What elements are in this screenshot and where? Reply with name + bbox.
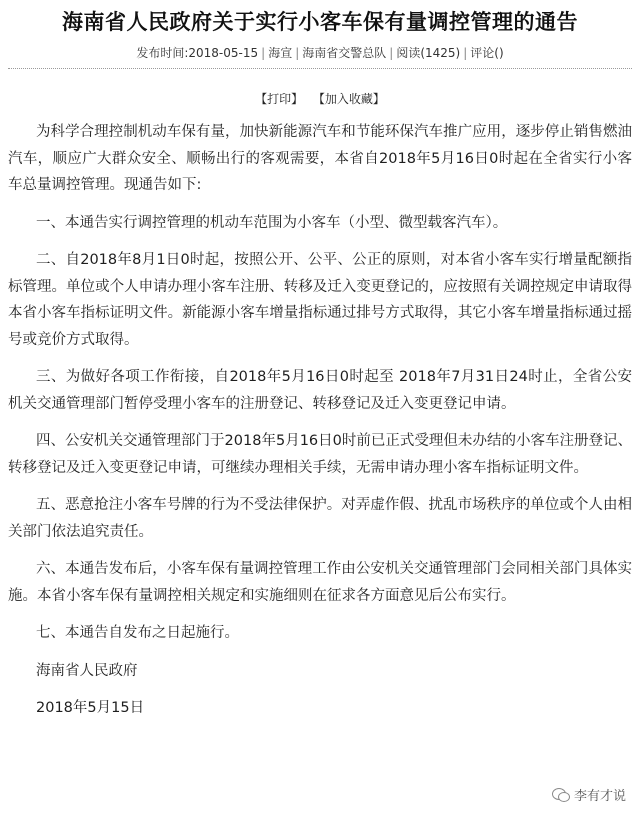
meta-separator: | — [389, 46, 394, 60]
meta-separator: | — [463, 46, 468, 60]
source-link[interactable]: 海宣 — [268, 46, 293, 60]
read-count: 阅读(1425) — [396, 46, 461, 60]
watermark — [552, 785, 626, 804]
comments-link[interactable]: 评论() — [470, 46, 504, 60]
article-meta — [0, 44, 640, 61]
signature-date: 2018年5月15日 — [36, 700, 145, 716]
meta-separator: | — [295, 46, 300, 60]
wechat-icon — [552, 787, 570, 803]
paragraph-item-2: 二、自2018年8月1日0时起，按照公开、公平、公正的原则，对本省小客车实行增量配额指标管理。单位或个人申请办理小客车注册、转移及迁入变更登记的，应按照有关调控规定申请取得本省小客车指标证明文件。新能源小客车增量指标通过排号方式取得，其它小客车增量指标通过摇号或竞价方式取得。 — [8, 252, 632, 348]
print-link[interactable]: 【打印】 — [255, 92, 304, 106]
paragraph-intro: 为科学合理控制机动车保有量，加快新能源汽车和节能环保汽车推广应用，逐步停止销售燃油汽车，顺应广大群众安全、顺畅出行的客观需要，本省自2018年5月16日0时起在全省实行小客车总量调控管理。现通告如下: — [8, 124, 632, 193]
header-divider — [8, 68, 632, 69]
article-title: 海南省人民政府关于实行小客车保有量调控管理的通告 — [62, 10, 578, 34]
publish-time: 发布时间:2018-05-15 — [136, 46, 259, 60]
paragraph-item-6: 六、本通告发布后，小客车保有量调控管理工作由公安机关交通管理部门会同相关部门具体实施。本省小客车保有量调控相关规定和实施细则在征求各方面意见后公布实行。 — [8, 561, 632, 604]
author-link[interactable]: 海南省交警总队 — [302, 46, 387, 60]
paragraph-item-4: 四、公安机关交通管理部门于2018年5月16日0时前已正式受理但未办结的小客车注册登记、转移登记及迁入变更登记申请，可继续办理相关手续，无需申请办理小客车指标证明文件。 — [8, 433, 632, 476]
article-actions — [0, 90, 640, 107]
signature-org: 海南省人民政府 — [36, 662, 138, 679]
paragraph-item-3: 三、为做好各项工作衔接，自2018年5月16日0时起至 2018年7月31日24时止，全省公安机关交通管理部门暂停受理小客车的注册登记、转移登记及迁入变更登记申请。 — [8, 369, 632, 412]
watermark-text: 李有才说 — [573, 789, 626, 804]
article-body — [8, 119, 632, 733]
meta-separator: | — [261, 46, 266, 60]
paragraph-item-7: 七、本通告自发布之日起施行。 — [36, 625, 239, 641]
paragraph-item-5: 五、恶意抢注小客车号牌的行为不受法律保护。对弄虚作假、扰乱市场秩序的单位或个人由相关部门依法追究责任。 — [8, 497, 632, 540]
paragraph-item-1: 一、本通告实行调控管理的机动车范围为小客车（小型、微型载客汽车）。 — [36, 214, 508, 231]
add-favorite-link[interactable]: 【加入收藏】 — [312, 92, 385, 106]
